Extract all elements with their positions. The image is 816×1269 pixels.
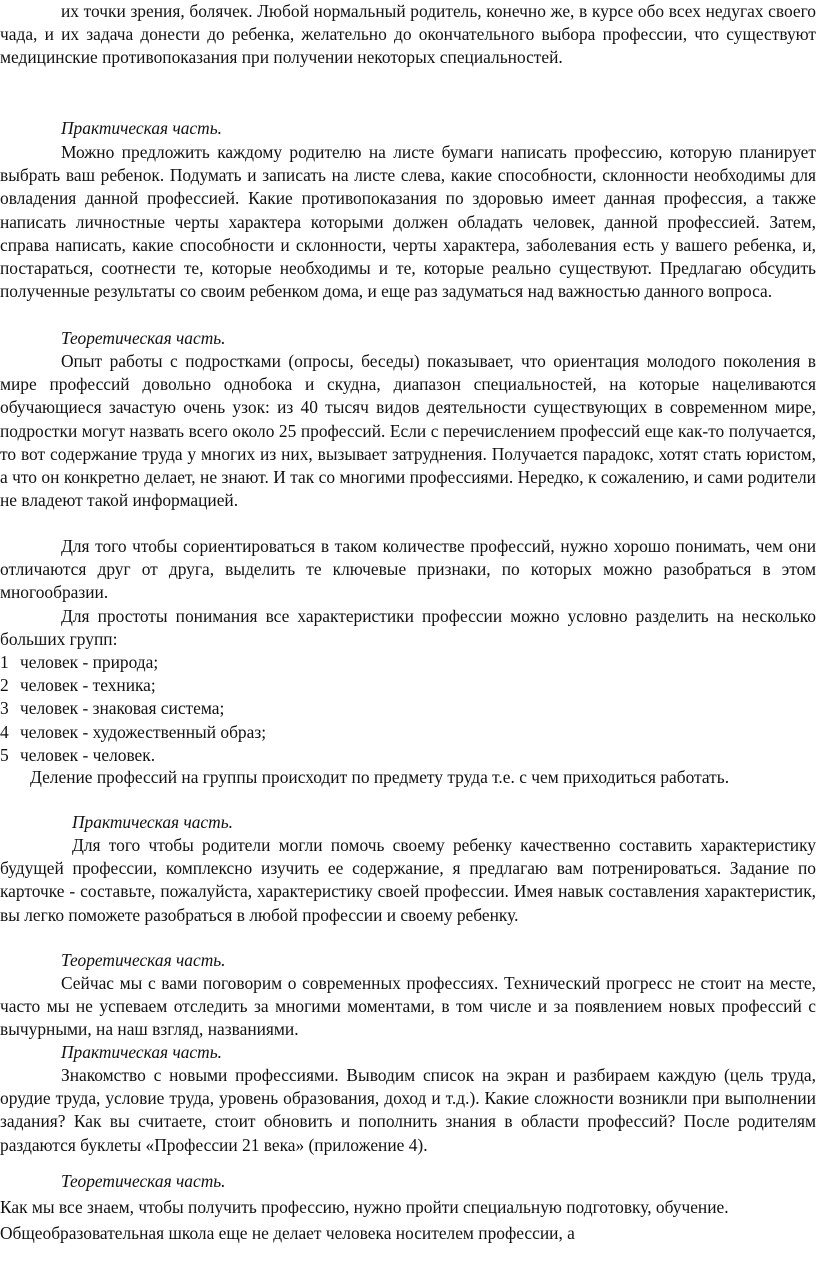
list-item: 3 человек - знаковая система; <box>0 698 225 719</box>
list-item: 2 человек - техника; <box>0 675 156 696</box>
paragraph-intro-continued: их точки зрения, болячек. Любой нормальный родитель, конечно же, в курсе обо всех недугах своего чада, и их задача донести до ребенка, желательно до окончательного выбора профессии, что существуют медицинские противопоказания при получении некоторых специальностей. <box>0 1 816 68</box>
paragraph-theoretical-2: Сейчас мы с вами поговорим о современных профессиях. Технический прогресс не стоит на месте, часто мы не успеваем отследить за многими моментами, в том числе и за появлением новых профессий с вычурными, на наш взгляд, названиями. <box>0 973 816 1040</box>
paragraph-practical-3: Знакомство с новыми профессиями. Выводим список на экран и разбираем каждую (цель труда, орудие труда, условие труда, уровень образования, доход и т.д.). Какие сложности возникли при выполнении задания? Как вы считаете, стоит обновить и пополнить знания в области профессий? После родителям раздаются буклеты «Профессии 21 века» (приложение 4). <box>0 1065 816 1155</box>
section-heading-theoretical: Теоретическая часть. <box>61 950 226 970</box>
section-heading-theoretical: Теоретическая часть. <box>61 328 226 348</box>
paragraph-practical-2: Для того чтобы родители могли помочь своему ребенку качественно составить характеристику будущей профессии, комплексно изучить ее содержание, я предлагаю вам потренироваться. Задание по карточке - составьте, пожалуйста, характеристику своей профессии. Имея навык составления характеристик, вы легко поможете разобраться в любой профессии и своему ребенку. <box>0 835 816 925</box>
section-heading-theoretical: Теоретическая часть. <box>61 1171 226 1191</box>
section-heading-practical: Практическая часть. <box>72 812 233 832</box>
profession-groups-list <box>0 651 816 767</box>
paragraph-last: Как мы все знаем, чтобы получить профессию, нужно пройти специальную подготовку, обучение. Общеобразовательная школа еще не делает человека носителем профессии, а <box>0 1197 729 1243</box>
paragraph-groups-intro: Для простоты понимания все характеристики профессии можно условно разделить на несколько больших групп: <box>0 606 816 650</box>
paragraph-practical-1: Можно предложить каждому родителю на листе бумаги написать профессию, которую планирует выбрать ваш ребенок. Подумать и записать на листе слева, какие способности, склонности необходимы для овладения данной профессией. Какие противопоказания по здоровью имеет данная профессия, а также написать личностные черты характера которыми должен обладать человек, данной профессией. Затем, справа написать, какие способности и склонности, черты характера, заболевания есть у вашего ребенка, и, постараться, соотнести те, которые необходимы и те, которые реально существуют. Предлагаю обсудить полученные результаты со своим ребенком дома, и еще раз задуматься над важностью данного вопроса. <box>0 142 816 302</box>
list-item: 1 человек - природа; <box>0 652 159 672</box>
paragraph-division: Деление профессий на группы происходит по предмету труда т.е. с чем приходиться работать. <box>30 767 730 787</box>
paragraph-theoretical-1: Опыт работы с подростками (опросы, беседы) показывает, что ориентация молодого поколения в мире профессий довольно однобока и скудна, диапазон специальностей, на которые нацеливаются обучающиеся зачастую очень узок: из 40 тысяч видов деятельности существующих в современном мире, подростки могут назвать всего около 25 профессий. Если с перечислением профессий еще как-то получается, то вот содержание труда у многих из них, вызывает затруднения. Получается парадокс, хотят стать юристом, а что он конкретно делает, не знают. И так со многими профессиями. Нередко, к сожалению, и сами родители не владеют такой информацией. <box>0 351 816 511</box>
section-heading-practical: Практическая часть. <box>61 1042 222 1062</box>
paragraph-orientation: Для того чтобы сориентироваться в таком количестве профессий, нужно хорошо понимать, чем они отличаются друг от друга, выделить те ключевые признаки, по которых можно разобраться в этом многообразии. <box>0 536 816 603</box>
section-heading-practical: Практическая часть. <box>61 118 222 138</box>
list-item: 4 человек - художественный образ; <box>0 721 267 742</box>
list-item: 5 человек - человек. <box>0 744 156 765</box>
